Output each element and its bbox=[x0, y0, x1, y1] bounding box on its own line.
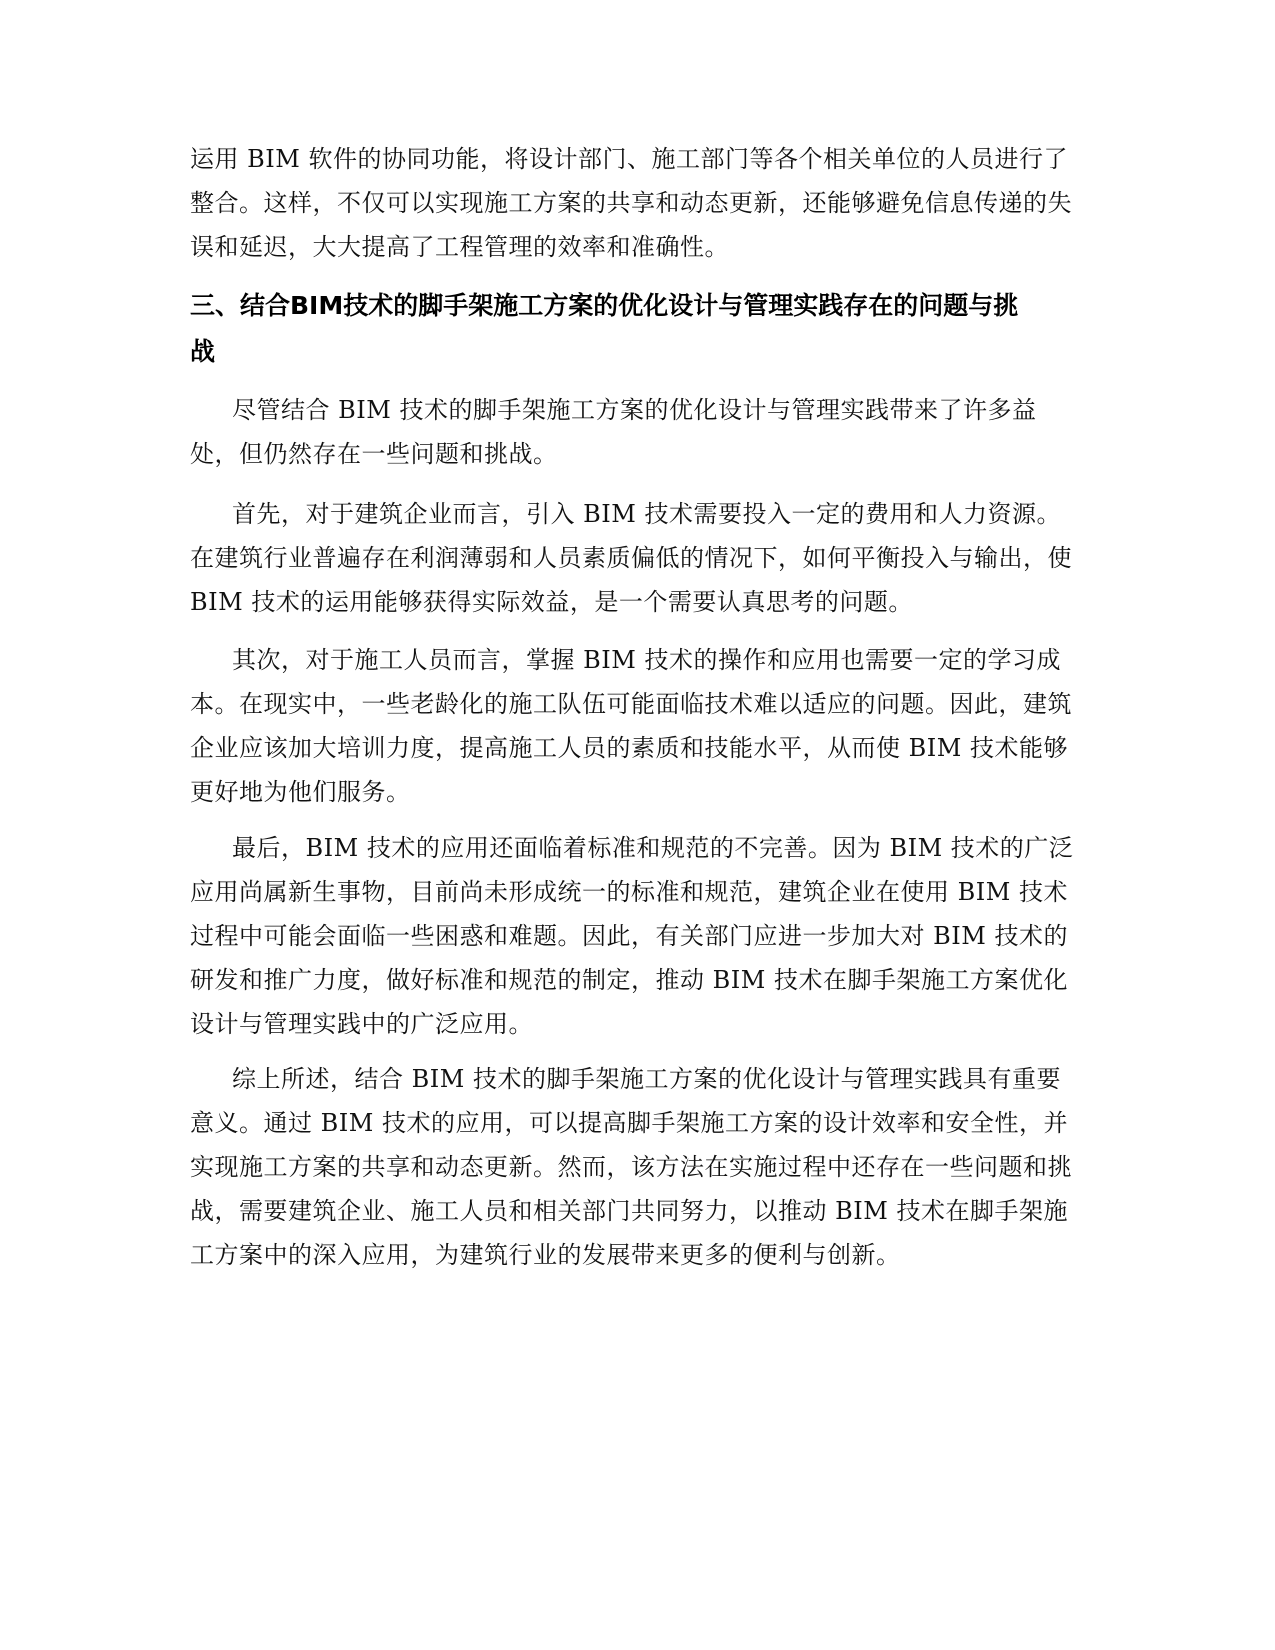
paragraph-line: 其次，对于施工人员而言，掌握 BIM 技术的操作和应用也需要一定的学习成 bbox=[232, 646, 1061, 674]
heading-line: 三、结合BIM技术的脚手架施工方案的优化设计与管理实践存在的问题与挑 bbox=[190, 291, 1019, 320]
paragraph-2 bbox=[190, 492, 1090, 624]
paragraph-line: 运用 BIM 软件的协同功能，将设计部门、施工部门等各个相关单位的人员进行了 bbox=[190, 145, 1068, 173]
paragraph-line: 企业应该加大培训力度，提高施工人员的素质和技能水平，从而使 BIM 技术能够 bbox=[190, 734, 1068, 762]
paragraph-line: 研发和推广力度，做好标准和规范的制定，推动 BIM 技术在脚手架施工方案优化 bbox=[190, 966, 1068, 994]
paragraph-line: 首先，对于建筑企业而言，引入 BIM 技术需要投入一定的费用和人力资源。 bbox=[232, 500, 1061, 528]
paragraph-4 bbox=[190, 826, 1090, 1046]
paragraph-line: 过程中可能会面临一些困惑和难题。因此，有关部门应进一步加大对 BIM 技术的 bbox=[190, 922, 1068, 950]
paragraph-line: 更好地为他们服务。 bbox=[190, 778, 411, 806]
paragraph-line: 处，但仍然存在一些问题和挑战。 bbox=[190, 440, 558, 468]
paragraph-line: 在建筑行业普遍存在利润薄弱和人员素质偏低的情况下，如何平衡投入与输出，使 bbox=[190, 544, 1072, 572]
section-heading bbox=[190, 283, 1090, 375]
paragraph-line: 应用尚属新生事物，目前尚未形成统一的标准和规范，建筑企业在使用 BIM 技术 bbox=[190, 878, 1068, 906]
paragraph-5 bbox=[190, 1057, 1090, 1277]
paragraph-line: 综上所述，结合 BIM 技术的脚手架施工方案的优化设计与管理实践具有重要 bbox=[232, 1065, 1061, 1093]
paragraph-line: 整合。这样，不仅可以实现施工方案的共享和动态更新，还能够避免信息传递的失 bbox=[190, 189, 1072, 217]
paragraph-line: 尽管结合 BIM 技术的脚手架施工方案的优化设计与管理实践带来了许多益 bbox=[232, 396, 1037, 424]
paragraph-line: 实现施工方案的共享和动态更新。然而，该方法在实施过程中还存在一些问题和挑 bbox=[190, 1153, 1072, 1181]
paragraph-3 bbox=[190, 638, 1090, 814]
paragraph-line: 最后，BIM 技术的应用还面临着标准和规范的不完善。因为 BIM 技术的广泛 bbox=[232, 834, 1074, 862]
paragraph-line: 设计与管理实践中的广泛应用。 bbox=[190, 1010, 533, 1038]
paragraph-line: 战，需要建筑企业、施工人员和相关部门共同努力，以推动 BIM 技术在脚手架施 bbox=[190, 1197, 1068, 1225]
heading-line: 战 bbox=[190, 337, 216, 366]
paragraph-1 bbox=[190, 388, 1090, 476]
paragraph-line: 误和延迟，大大提高了工程管理的效率和准确性。 bbox=[190, 233, 729, 261]
intro-paragraph bbox=[190, 137, 1090, 269]
paragraph-line: 本。在现实中，一些老龄化的施工队伍可能面临技术难以适应的问题。因此，建筑 bbox=[190, 690, 1072, 718]
paragraph-line: BIM 技术的运用能够获得实际效益，是一个需要认真思考的问题。 bbox=[190, 588, 913, 616]
paragraph-line: 工方案中的深入应用，为建筑行业的发展带来更多的便利与创新。 bbox=[190, 1241, 901, 1269]
paragraph-line: 意义。通过 BIM 技术的应用，可以提高脚手架施工方案的设计效率和安全性，并 bbox=[190, 1109, 1068, 1137]
